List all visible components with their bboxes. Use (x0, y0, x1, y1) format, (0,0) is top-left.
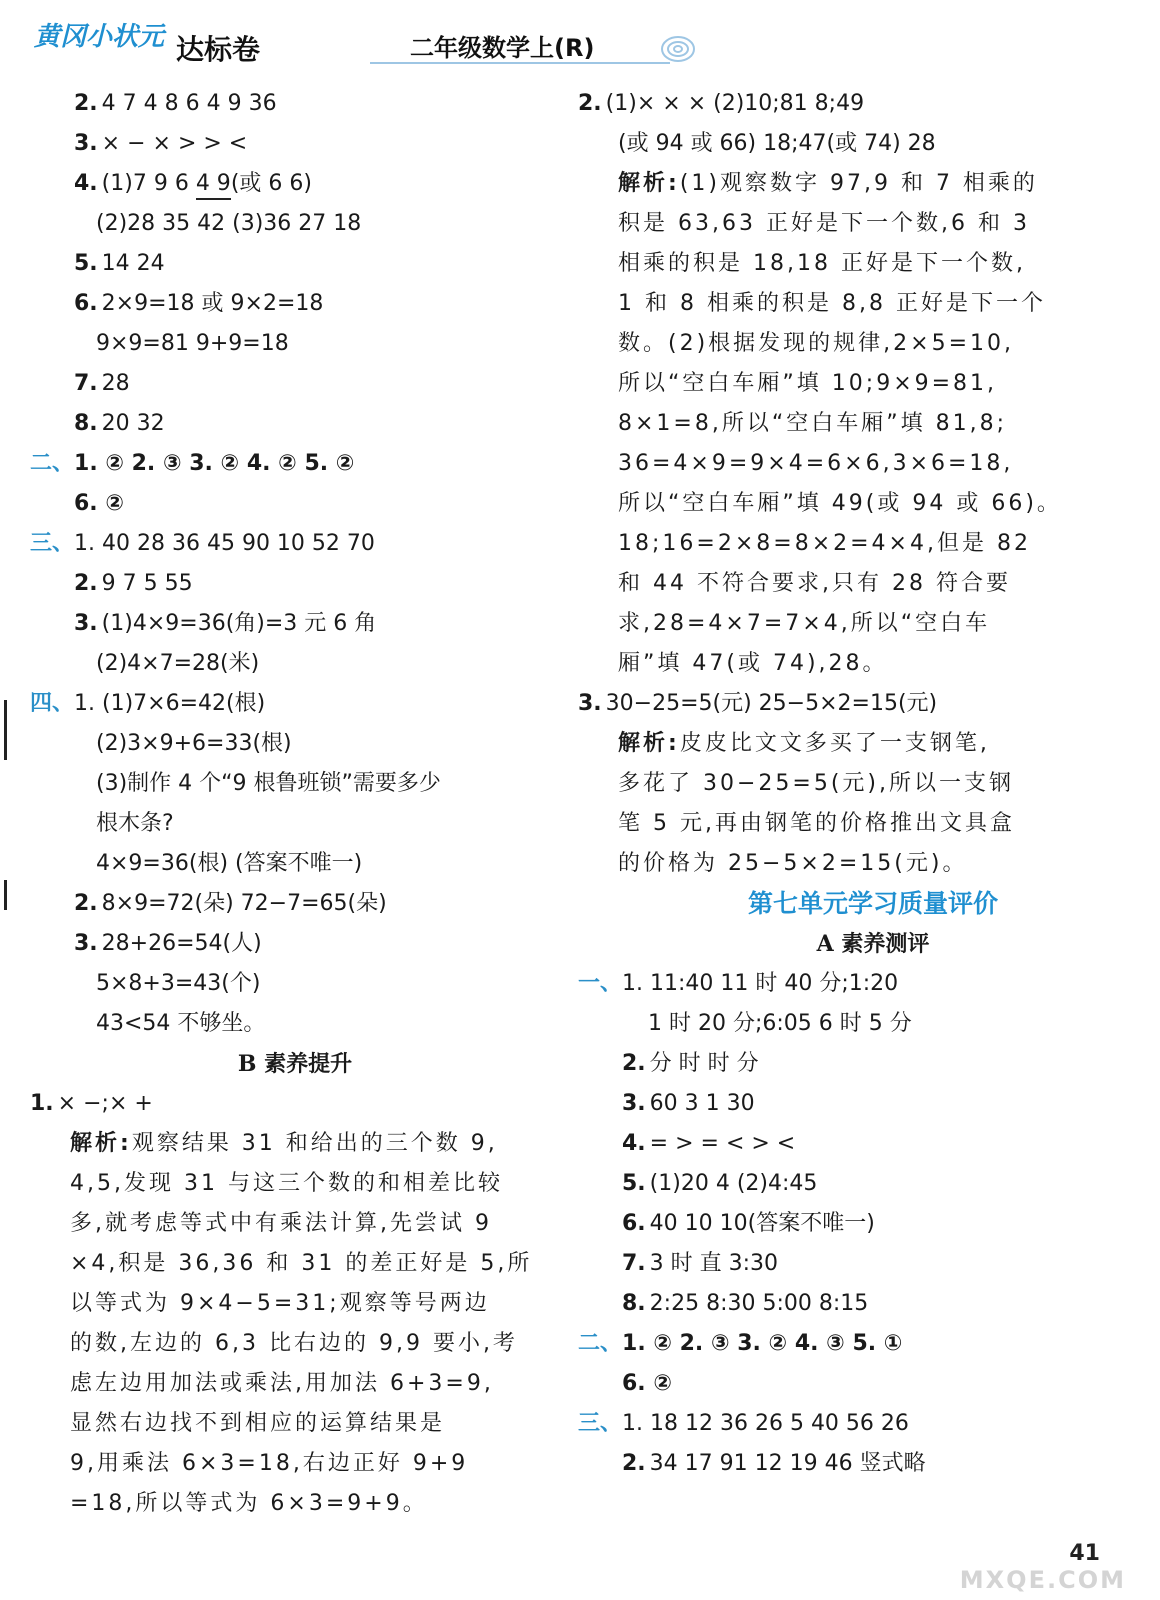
answer-line: 7. 3 时 直 3:30 (622, 1251, 779, 1276)
answer-line: 2. 4 7 4 8 6 4 9 36 (74, 91, 277, 116)
explanation-line: 解析:观察结果 31 和给出的三个数 9, (70, 1131, 498, 1156)
explanation-line: =18,所以等式为 6×3=9+9。 (70, 1491, 428, 1516)
answer-line: 5×8+3=43(个) (96, 971, 261, 996)
explanation-line: ×4,积是 36,36 和 31 的差正好是 5,所 (70, 1251, 533, 1276)
section-line: 四、1. (1)7×6=42(根) (30, 691, 266, 716)
answer-line: 6. 2×9=18 或 9×2=18 (74, 291, 324, 316)
answer-line: 2. 34 17 91 12 19 46 竖式略 (622, 1451, 926, 1476)
answer-line: (3)制作 4 个“9 根鲁班锁”需要多少 (96, 771, 441, 796)
binding-bar (4, 880, 7, 910)
answer-line: 43<54 不够坐。 (96, 1011, 266, 1036)
answer-line: 2. (1)× × × (2)10;81 8;49 (578, 91, 865, 116)
watermark: MXQE.COM (959, 1566, 1126, 1594)
explanation-line: 1 和 8 相乘的积是 8,8 正好是下一个 (618, 291, 1046, 316)
explanation-line: 多花了 30−25=5(元),所以一支钢 (618, 771, 1015, 796)
section-marker: 二、 (578, 1331, 623, 1356)
explanation-line: 厢”填 47(或 74),28。 (618, 651, 888, 676)
answer-line: 2. 9 7 5 55 (74, 571, 193, 596)
answer-line: 6. 40 10 10(答案不唯一) (622, 1211, 875, 1236)
underlined-answer: 4 9 (196, 170, 231, 200)
explanation-line: 18;16=2×8=8×2=4×4,但是 82 (618, 531, 1031, 556)
section-marker: 三、 (578, 1411, 623, 1436)
answer-line: 3. 28+26=54(人) (74, 931, 262, 956)
answer-line: 1 时 20 分;6:05 6 时 5 分 (648, 1011, 912, 1036)
explanation-line: 4,5,发现 31 与这三个数的和相差比较 (70, 1171, 503, 1196)
section-marker: 四、 (30, 691, 75, 716)
page-header (0, 0, 1160, 86)
explanation-line: 以等式为 9×4−5=31;观察等号两边 (70, 1291, 490, 1316)
explanation-line: 所以“空白车厢”填 49(或 94 或 66)。 (618, 491, 1062, 516)
subsection-title: A 素养测评 (816, 931, 930, 957)
explanation-line: 笔 5 元,再由钢笔的价格推出文具盒 (618, 811, 1015, 836)
series-title: 达标卷 (176, 33, 261, 66)
explanation-line: 显然右边找不到相应的运算结果是 (70, 1411, 446, 1436)
explanation-line: 所以“空白车厢”填 10;9×9=81, (618, 371, 998, 396)
explanation-line: 虑左边用加法或乘法,用加法 6+3=9, (70, 1371, 494, 1396)
answer-line: 3. × − × > > < (74, 131, 248, 156)
left-column (30, 84, 560, 1524)
explanation-line: 9,用乘法 6×3=18,右边正好 9+9 (70, 1451, 469, 1476)
answer-line: 8. 20 32 (74, 411, 165, 436)
answer-line: 2. 分 时 时 分 (622, 1051, 759, 1076)
answer-line: 3. (1)4×9=36(角)=3 元 6 角 (74, 611, 377, 636)
grade-title: 二年级数学上(R) (410, 34, 595, 62)
explanation-line: 的价格为 25−5×2=15(元)。 (618, 851, 968, 876)
section-line: 一、1. 11:40 11 时 40 分;1:20 (578, 971, 899, 996)
answer-line: 4. (1)7 9 6 4 9(或 6 6) (30, 164, 560, 204)
swirl-icon (660, 34, 696, 64)
explanation-line: 解析:(1)观察数字 97,9 和 7 相乘的 (618, 171, 1038, 196)
answer-line: (2)4×7=28(米) (96, 651, 260, 676)
section-marker: 二、 (30, 451, 75, 476)
answer-line: 4×9=36(根) (答案不唯一) (96, 851, 363, 876)
unit-title: 第七单元学习质量评价 (747, 889, 998, 918)
explanation-line: 数。(2)根据发现的规律,2×5=10, (618, 331, 1015, 356)
answer-line: 3. 60 3 1 30 (622, 1091, 755, 1116)
explanation-line: 和 44 不符合要求,只有 28 符合要 (618, 571, 1011, 596)
answer-line: 9×9=81 9+9=18 (96, 331, 289, 356)
answer-line: 5. (1)20 4 (2)4:45 (622, 1171, 818, 1196)
right-column (578, 84, 1108, 1484)
answer-line: (2)28 35 42 (3)36 27 18 (96, 211, 362, 236)
section-marker: 三、 (30, 531, 75, 556)
answer-line: 根木条? (96, 811, 174, 836)
header-rule (370, 62, 670, 64)
answer-line: 6. ② (622, 1371, 672, 1396)
section-marker: 一、 (578, 971, 623, 996)
answer-line: 5. 14 24 (74, 251, 165, 276)
page-number: 41 (1069, 1541, 1100, 1566)
answer-line: 7. 28 (74, 371, 130, 396)
answer-line: 6. ② (74, 491, 124, 516)
explanation-line: 相乘的积是 18,18 正好是下一个数, (618, 251, 1026, 276)
subsection-title: B 素养提升 (237, 1051, 353, 1077)
explanation-line: 8×1=8,所以“空白车厢”填 81,8; (618, 411, 1008, 436)
answer-line: (或 94 或 66) 18;47(或 74) 28 (618, 131, 936, 156)
explanation-line: 求,28=4×7=7×4,所以“空白车 (618, 611, 991, 636)
answer-line: 4. = > = < > < (622, 1131, 796, 1156)
explanation-line: 多,就考虑等式中有乘法计算,先尝试 9 (70, 1211, 492, 1236)
explanation-line: 36=4×9=9×4=6×6,3×6=18, (618, 451, 1014, 476)
answer-line: 8. 2:25 8:30 5:00 8:15 (622, 1291, 869, 1316)
section-line: 二、1. ② 2. ③ 3. ② 4. ③ 5. ① (578, 1331, 903, 1356)
section-line: 三、1. 18 12 36 26 5 40 56 26 (578, 1411, 909, 1436)
explanation-line: 解析:皮皮比文文多买了一支钢笔, (618, 731, 990, 756)
answer-line: (2)3×9+6=33(根) (96, 731, 292, 756)
section-line: 三、1. 40 28 36 45 90 10 52 70 (30, 531, 375, 556)
answer-line: 2. 8×9=72(朵) 72−7=65(朵) (74, 891, 387, 916)
answer-line: 1. × −;× + (30, 1091, 153, 1116)
section-line: 二、1. ② 2. ③ 3. ② 4. ② 5. ② (30, 451, 355, 476)
answer-line: 3. 30−25=5(元) 25−5×2=15(元) (578, 691, 938, 716)
explanation-line: 积是 63,63 正好是下一个数,6 和 3 (618, 211, 1030, 236)
binding-bar (4, 700, 7, 760)
brand-logo: 黄冈小状元 (34, 22, 165, 52)
explanation-line: 的数,左边的 6,3 比右边的 9,9 要小,考 (70, 1331, 518, 1356)
